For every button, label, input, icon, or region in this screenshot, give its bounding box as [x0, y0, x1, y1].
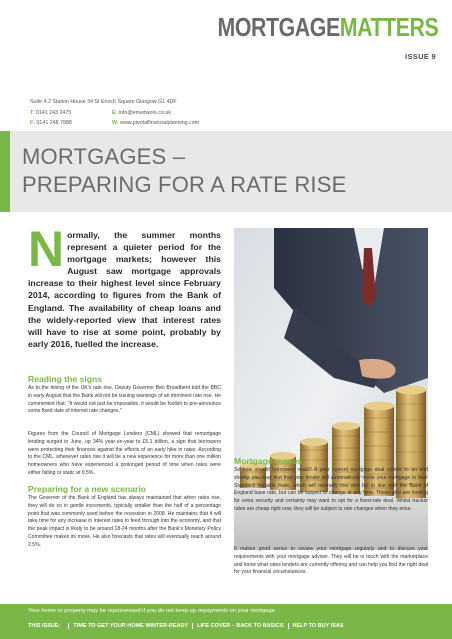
- web-value[interactable]: www.pivotalfinancialplanning.com: [120, 120, 200, 126]
- phone-value: 0141 243 2475: [35, 109, 72, 116]
- intro-paragraph: [28, 221, 221, 350]
- web-label: W:: [112, 120, 119, 126]
- contact-block: [30, 97, 330, 129]
- section-3-paragraph-2: It makes good sense to review your mortgage regularly and to discuss your requirements with your mortgage adviser. They will be in touch with the marketplace and know what rates lenders are currently offering and can help you find the right deal for your financial circumstances.: [234, 546, 428, 576]
- masthead: [0, 0, 452, 90]
- section-1-paragraph-1: As to the timing of the UK's rate rise, Deputy Governor Ben Broadbent told the BBC in early August that the Bank will not be issuing warnings of an imminent rate rise. He commented that: "It would not just be impossible, it would be foolish to pre-announce some fixed date of interest rate changes.": [28, 385, 221, 415]
- footer-disclaimer: Your home or property may be repossessed if you do not keep up repayments on your mortgage.: [28, 608, 277, 614]
- brand-part-2: MATTERS: [339, 12, 438, 42]
- brand-part-1: MORTGAGE: [217, 12, 340, 42]
- article-title: [22, 143, 346, 199]
- drop-cap: N: [28, 221, 65, 277]
- email-value[interactable]: info@envetwork.co.uk: [118, 109, 171, 116]
- section-2-paragraph-1: The Governor of the Bank of England has always maintained that when rates rise, they will do so in gentle increments, typically smaller than the half of a percentage point that was commonly used before the recession in 2008. He maintains that it will take time for any increase in interest rates to feed through into the economy, and that the peak impact is likely to be around 18-24 months after the Bank's Monetary Policy Committee makes its move. He also forecasts that rates will eventually reach around 2.5%.: [28, 495, 221, 548]
- phone-label: T:: [30, 109, 35, 116]
- title-line-2: PREPARING FOR A RATE RISE: [22, 172, 347, 197]
- this-issue-label: THIS ISSUE:: [28, 623, 61, 629]
- section-1-paragraph-2: Figures from the Council of Mortgage Lenders (CML) showed that remortgage lending surged in June, up 34% year-on-year to £5.1 billion, a sign that borrowers were protecting their finances against the effects of an early hike in rates. According to the CML, whenever rates rise it will be a new experience for more than one million homeowners who have experienced a prolonged period of time when rates were either falling or static at 0.5%.: [28, 431, 221, 476]
- title-accent-bar: [0, 131, 10, 212]
- this-issue-item[interactable]: HELP TO BUY ISAS: [288, 623, 348, 629]
- this-issue-item[interactable]: TIME TO GET YOUR HOME WINTER-READY: [68, 623, 192, 629]
- issue-number: ISSUE 9: [405, 52, 436, 61]
- this-issue-item[interactable]: LIFE COVER – BACK TO BASICS: [192, 623, 287, 629]
- brand-logo: [217, 12, 438, 42]
- contact-row-2: [30, 118, 330, 129]
- contact-address: Suite 4.2 Station House 34 St Enoch Square Glasgow G1 4DF: [30, 99, 177, 105]
- contact-row-1: [30, 108, 330, 119]
- section-heading-reading-signs: Reading the signs: [28, 374, 103, 384]
- email-label: E:: [112, 109, 118, 116]
- intro-text: ormally, the summer months represent a quieter period for the mortgage markets; however this August saw mortgage approvals increase to their highest level since February 2014, according to figures from the Bank of England. The availability of cheap loans and the widely-reported view that interest rates will have to rise at some point, probably by early 2016, fuelled the increase.: [28, 230, 221, 349]
- fax-value: 0141 248 7888: [36, 120, 72, 126]
- title-line-1: MORTGAGES –: [22, 144, 186, 169]
- fax-label: F:: [30, 120, 35, 126]
- section-heading-mortgage-moves: Mortgage moves: [234, 456, 303, 466]
- section-heading-new-scenario: Preparing for a new scenario: [28, 484, 146, 494]
- this-issue-bar: [28, 623, 348, 629]
- section-3-paragraph-1: So how should borrowers react? If your current mortgage deal comes to an end shortly, you may find that your lender will automatically move your mortgage to their Standard Variable Rate, which will normally rise and fall in line with the Bank of England base rate, but can be subject to change at any time. Those who are looking for extra security and certainty may want to opt for a fixed-rate deal. Whilst tracker rates are cheap right now, they will be subject to rate changes when they arise.: [234, 467, 428, 512]
